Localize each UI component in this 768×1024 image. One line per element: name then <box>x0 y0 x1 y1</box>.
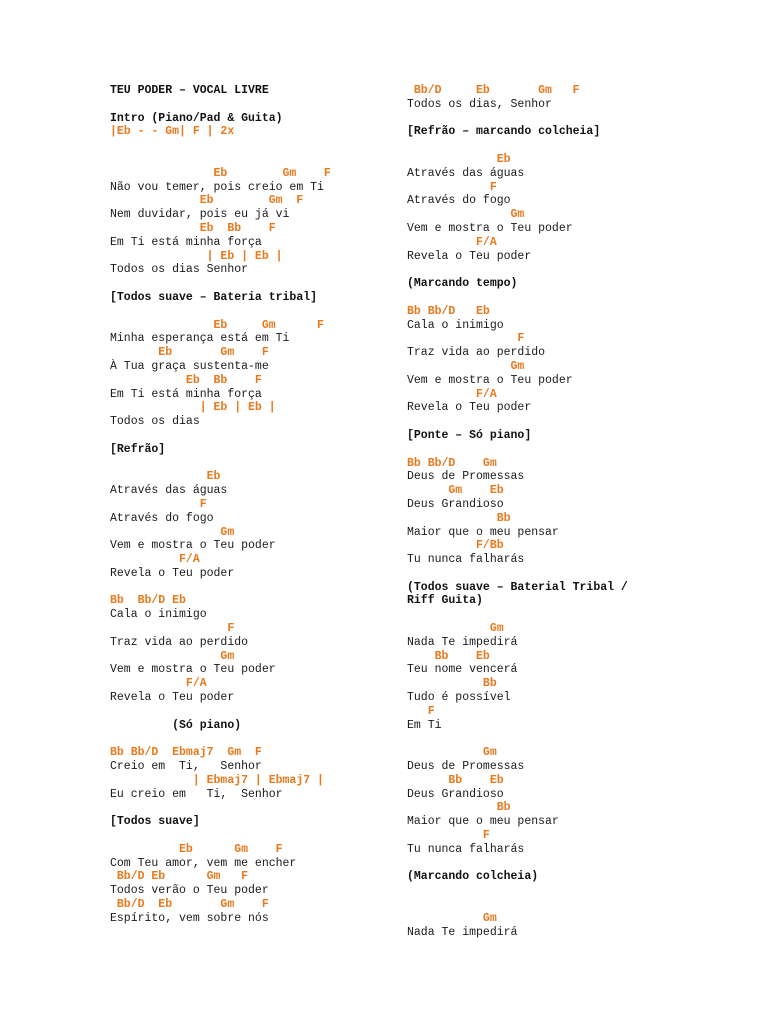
blank-line <box>110 305 331 319</box>
section-header: [Refrão] <box>110 442 166 456</box>
chord-line: Gm <box>110 649 235 663</box>
blank-line <box>110 732 331 746</box>
chord-line: F <box>407 704 435 718</box>
lyric-line: Deus Grandioso <box>407 787 504 801</box>
chord-line: Gm <box>110 525 235 539</box>
chord-line: Gm <box>407 208 525 222</box>
chord-line: Gm <box>407 622 504 636</box>
chord-line: Eb Bb F <box>110 221 276 235</box>
blank-line <box>407 139 628 153</box>
section-header: Intro (Piano/Pad & Guita) <box>110 111 283 125</box>
blank-line <box>110 801 331 815</box>
blank-line <box>110 153 331 167</box>
lyric-line: Através das águas <box>407 166 525 180</box>
chord-line: Gm <box>407 911 497 925</box>
chord-line: Bb/D Eb Gm F <box>110 898 269 912</box>
blank-line <box>407 443 628 457</box>
lyric-line: Em Ti <box>407 718 442 732</box>
chord-line: | Ebmaj7 | Ebmaj7 | <box>110 773 324 787</box>
lyric-line: Traz vida ao perdido <box>407 346 546 360</box>
section-header: Riff Guita) <box>407 594 483 608</box>
chord-line: Bb <box>407 801 511 815</box>
blank-line <box>407 857 628 871</box>
lyric-line: Eu creio em Ti, Senhor <box>110 787 283 801</box>
chord-line: F/A <box>407 387 497 401</box>
lyric-line: Cala o inimigo <box>407 318 504 332</box>
lyric-line: Em Ti está minha força <box>110 387 262 401</box>
chord-line: Eb Gm F <box>110 194 304 208</box>
chord-sheet-left-column <box>110 84 331 926</box>
chord-line: F/A <box>110 553 200 567</box>
lyric-line: Em Ti está minha força <box>110 235 262 249</box>
blank-line <box>407 732 628 746</box>
lyric-line: Traz vida ao perdido <box>110 635 249 649</box>
blank-line <box>407 415 628 429</box>
chord-line: Gm <box>407 359 525 373</box>
blank-line <box>407 884 628 898</box>
blank-line <box>110 581 331 595</box>
chord-line: Bb Bb/D Ebmaj7 Gm F <box>110 746 262 760</box>
lyric-line: Através do fogo <box>407 194 511 208</box>
song-title: TEU PODER – VOCAL LIVRE <box>110 84 269 97</box>
chord-line: Bb Eb <box>407 773 504 787</box>
section-header: (Todos suave – Baterial Tribal / <box>407 580 628 594</box>
lyric-line: Através do fogo <box>110 511 214 525</box>
chord-line: Eb Gm F <box>110 346 269 360</box>
lyric-line: Tudo é possível <box>407 691 511 705</box>
chord-line: F <box>110 622 235 636</box>
chord-sheet-right-column <box>407 84 628 939</box>
chord-line: | Eb | Eb | <box>110 249 283 263</box>
chord-line: Bb <box>407 677 497 691</box>
blank-line <box>110 277 331 291</box>
lyric-line: Creio em Ti, Senhor <box>110 760 262 774</box>
lyric-line: Minha esperança está em Ti <box>110 332 290 346</box>
chord-line: Bb/D Eb Gm F <box>407 84 580 97</box>
chord-line: Bb Bb/D Eb <box>110 594 186 608</box>
lyric-line: Todos os dias Senhor <box>110 263 249 277</box>
lyric-line: Através das águas <box>110 484 228 498</box>
lyric-line: Deus Grandioso <box>407 497 504 511</box>
chord-line: F/A <box>407 235 497 249</box>
chord-line: | Eb | Eb | <box>110 401 276 415</box>
chord-line: Eb Gm F <box>110 318 324 332</box>
lyric-line: Vem e mostra o Teu poder <box>110 663 276 677</box>
chord-line: Eb Gm F <box>110 166 331 180</box>
chord-line: Gm <box>407 746 497 760</box>
blank-line <box>110 829 331 843</box>
blank-line <box>407 112 628 126</box>
lyric-line: Revela o Teu poder <box>407 249 532 263</box>
lyric-line: Vem e mostra o Teu poder <box>407 221 573 235</box>
chord-line: F/A <box>110 677 207 691</box>
lyric-line: Todos verão o Teu poder <box>110 884 269 898</box>
lyric-line: Com Teu amor, vem me encher <box>110 856 297 870</box>
section-header: [Todos suave – Bateria tribal] <box>110 290 318 304</box>
chord-line: F <box>407 829 490 843</box>
lyric-line: Não vou temer, pois creio em Ti <box>110 180 324 194</box>
chord-line: F <box>110 497 207 511</box>
blank-line <box>110 98 331 112</box>
section-header: (Marcando colcheia) <box>407 870 539 884</box>
blank-line <box>110 429 331 443</box>
section-header: [Ponte – Só piano] <box>407 428 532 442</box>
blank-line <box>110 457 331 471</box>
lyric-line: Revela o Teu poder <box>407 401 532 415</box>
lyric-line: Revela o Teu poder <box>110 566 235 580</box>
chord-line: Gm Eb <box>407 484 504 498</box>
chord-line: |Eb - - Gm| F | 2x <box>110 125 235 139</box>
blank-line <box>407 898 628 912</box>
lyric-line: Vem e mostra o Teu poder <box>407 373 573 387</box>
chord-line: F <box>407 332 525 346</box>
lyric-line: Nada Te impedirá <box>407 635 518 649</box>
lyric-line: Nem duvidar, pois eu já vi <box>110 208 290 222</box>
lyric-line: Nada Te impedirá <box>407 925 518 939</box>
chord-line: F <box>407 180 497 194</box>
chord-line: Bb Eb <box>407 649 490 663</box>
blank-line <box>407 608 628 622</box>
chord-line: Eb Gm F <box>110 842 283 856</box>
chord-line: Bb <box>407 511 511 525</box>
blank-line <box>407 263 628 277</box>
lyric-line: Maior que o meu pensar <box>407 815 559 829</box>
section-header: [Refrão – marcando colcheia] <box>407 125 601 139</box>
lyric-line: Deus de Promessas <box>407 760 525 774</box>
lyric-line: Espírito, vem sobre nós <box>110 911 269 925</box>
section-header: (Só piano) <box>110 718 242 732</box>
chord-line: Eb Bb F <box>110 373 262 387</box>
section-header: [Todos suave] <box>110 815 200 829</box>
lyric-line: Todos os dias <box>110 415 200 429</box>
lyric-line: Maior que o meu pensar <box>407 525 559 539</box>
blank-line <box>407 567 628 581</box>
blank-line <box>110 139 331 153</box>
chord-line: Eb <box>407 152 511 166</box>
chord-line: Bb/D Eb Gm F <box>110 870 249 884</box>
lyric-line: À Tua graça sustenta-me <box>110 359 269 373</box>
lyric-line: Todos os dias, Senhor <box>407 97 552 111</box>
blank-line <box>110 705 331 719</box>
lyric-line: Tu nunca falharás <box>407 553 525 567</box>
chord-line: Eb <box>110 470 221 484</box>
lyric-line: Cala o inimigo <box>110 608 207 622</box>
blank-line <box>407 291 628 305</box>
lyric-line: Tu nunca falharás <box>407 842 525 856</box>
lyric-line: Teu nome vencerá <box>407 663 518 677</box>
lyric-line: Vem e mostra o Teu poder <box>110 539 276 553</box>
lyric-line: Deus de Promessas <box>407 470 525 484</box>
lyric-line: Revela o Teu poder <box>110 691 235 705</box>
chord-line: Bb Bb/D Gm <box>407 456 497 470</box>
chord-line: Bb Bb/D Eb <box>407 304 490 318</box>
section-header: (Marcando tempo) <box>407 277 518 291</box>
chord-line: F/Bb <box>407 539 504 553</box>
